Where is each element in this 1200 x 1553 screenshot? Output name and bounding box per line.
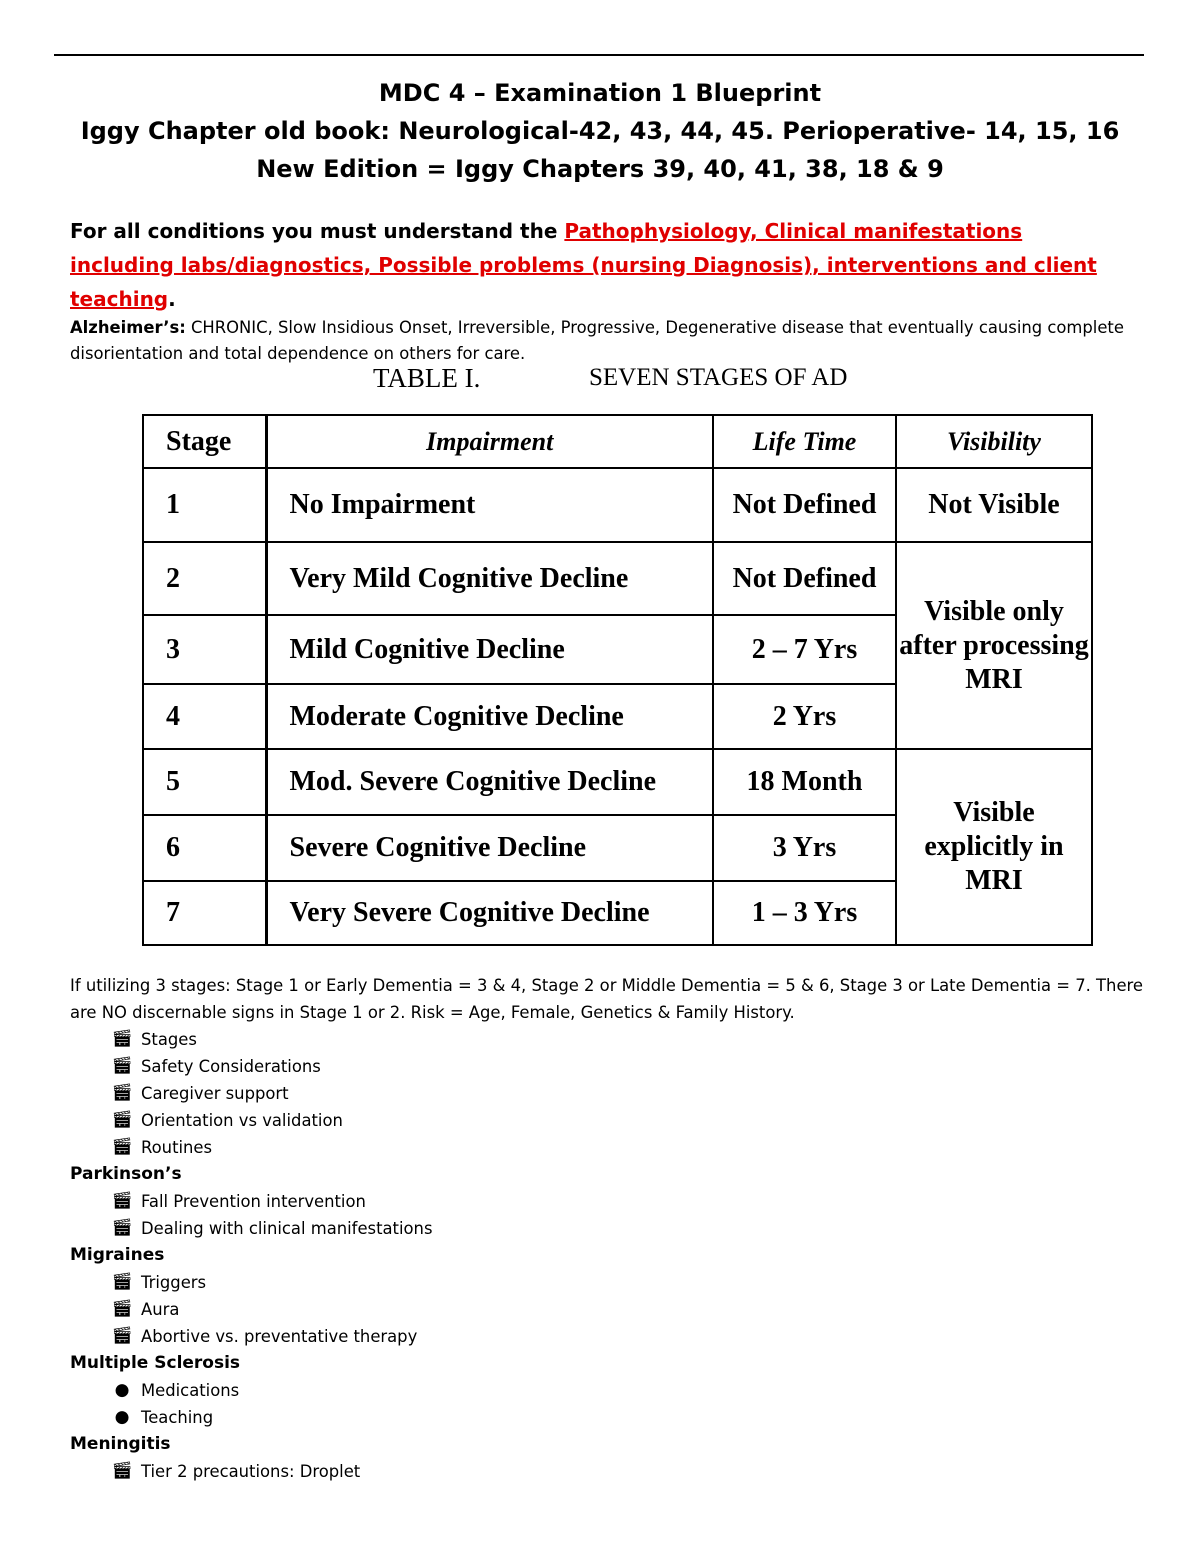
bullet-icon: ● bbox=[114, 1380, 130, 1400]
visibility-cell: Visible explicitly in MRI bbox=[896, 749, 1092, 945]
header-visibility: Visibility bbox=[896, 415, 1092, 468]
clapperboard-icon: 🎬︎ bbox=[111, 1326, 133, 1346]
life-time-cell: Not Defined bbox=[713, 468, 896, 542]
intro-suffix: . bbox=[168, 287, 176, 311]
list-item: 🎬︎ Routines bbox=[70, 1134, 1160, 1161]
header bbox=[0, 74, 1200, 188]
impairment-cell: Moderate Cognitive Decline bbox=[266, 684, 713, 749]
clapperboard-icon: 🎬︎ bbox=[111, 1272, 133, 1292]
parkinsons-topics bbox=[70, 1188, 1160, 1242]
list-item: 🎬︎ Stages bbox=[70, 1026, 1160, 1053]
clapperboard-icon: 🎬︎ bbox=[111, 1056, 133, 1076]
stage-cell: 6 bbox=[143, 815, 266, 881]
life-time-cell: 2 – 7 Yrs bbox=[713, 615, 896, 684]
list-item: 🎬︎ Fall Prevention intervention bbox=[70, 1188, 1160, 1215]
clapperboard-icon: 🎬︎ bbox=[111, 1110, 133, 1130]
clapperboard-icon: 🎬︎ bbox=[111, 1461, 133, 1481]
header-stage: Stage bbox=[143, 415, 266, 468]
list-item: 🎬︎ Safety Considerations bbox=[70, 1053, 1160, 1080]
alzheimers-topics bbox=[70, 1026, 1160, 1161]
stage-cell: 4 bbox=[143, 684, 266, 749]
intro-highlight-3: teaching bbox=[70, 287, 169, 311]
impairment-cell: Very Severe Cognitive Decline bbox=[266, 881, 713, 945]
ms-topics bbox=[70, 1377, 1160, 1431]
clapperboard-icon: 🎬︎ bbox=[111, 1218, 133, 1238]
parkinsons-heading: Parkinson’s bbox=[70, 1164, 182, 1184]
header-life-time: Life Time bbox=[713, 415, 896, 468]
list-item: 🎬︎ Caregiver support bbox=[70, 1080, 1160, 1107]
edition-line: New Edition = Iggy Chapters 39, 40, 41, 38, 18 & 9 bbox=[256, 155, 944, 183]
table-caption-left: TABLE I. bbox=[373, 363, 481, 393]
life-time-cell: 18 Month bbox=[713, 749, 896, 815]
stage-cell: 2 bbox=[143, 542, 266, 615]
list-item: 🎬︎ Abortive vs. preventative therapy bbox=[70, 1323, 1160, 1350]
page-subtitle: Iggy Chapter old book: Neurological-42, 43, 44, 45. Perioperative- 14, 15, 16 bbox=[80, 117, 1120, 145]
visibility-cell: Visible only after processing MRI bbox=[896, 542, 1092, 749]
impairment-cell: Severe Cognitive Decline bbox=[266, 815, 713, 881]
table-caption-right: SEVEN STAGES OF AD bbox=[589, 364, 848, 391]
life-time-cell: 2 Yrs bbox=[713, 684, 896, 749]
life-time-cell: Not Defined bbox=[713, 542, 896, 615]
impairment-cell: No Impairment bbox=[266, 468, 713, 542]
meningitis-heading: Meningitis bbox=[70, 1434, 171, 1454]
life-time-cell: 3 Yrs bbox=[713, 815, 896, 881]
visibility-cell: Not Visible bbox=[896, 468, 1092, 542]
list-item: ● Teaching bbox=[70, 1404, 1160, 1431]
list-item: ● Medications bbox=[70, 1377, 1160, 1404]
list-item: 🎬︎ Orientation vs validation bbox=[70, 1107, 1160, 1134]
impairment-cell: Mild Cognitive Decline bbox=[266, 615, 713, 684]
migraines-heading: Migraines bbox=[70, 1245, 165, 1265]
stage-cell: 5 bbox=[143, 749, 266, 815]
stage-cell: 1 bbox=[143, 468, 266, 542]
clapperboard-icon: 🎬︎ bbox=[111, 1191, 133, 1211]
list-item: 🎬︎ Triggers bbox=[70, 1269, 1160, 1296]
stage-cell: 7 bbox=[143, 881, 266, 945]
intro-highlight-2: including labs/diagnostics, Possible problems (nursing Diagnosis), interventions and client bbox=[70, 253, 1097, 277]
clapperboard-icon: 🎬︎ bbox=[111, 1029, 133, 1049]
bullet-icon: ● bbox=[114, 1407, 130, 1427]
impairment-cell: Very Mild Cognitive Decline bbox=[266, 542, 713, 615]
intro-highlight-1: Pathophysiology, Clinical manifestations bbox=[564, 219, 1023, 243]
table-row bbox=[143, 749, 1092, 815]
stage-cell: 3 bbox=[143, 615, 266, 684]
table-row bbox=[143, 542, 1092, 615]
meningitis-topics bbox=[70, 1458, 1160, 1485]
clapperboard-icon: 🎬︎ bbox=[111, 1137, 133, 1157]
page-title: MDC 4 – Examination 1 Blueprint bbox=[378, 79, 822, 107]
intro-prefix: For all conditions you must understand the bbox=[70, 219, 565, 243]
list-item: 🎬︎ Aura bbox=[70, 1296, 1160, 1323]
header-impairment: Impairment bbox=[266, 415, 713, 468]
impairment-cell: Mod. Severe Cognitive Decline bbox=[266, 749, 713, 815]
notes-section bbox=[70, 972, 1160, 1485]
table-header-row bbox=[143, 415, 1092, 468]
table-row bbox=[143, 468, 1092, 542]
stages-note: If utilizing 3 stages: Stage 1 or Early Dementia = 3 & 4, Stage 2 or Middle Dementia = 5 & 6, Stage 3 or Late Dementia = 7. There are NO discernable signs in Stage 1 or 2. Risk = Age, Female, Genetics & Family History. bbox=[70, 976, 1143, 1022]
clapperboard-icon: 🎬︎ bbox=[111, 1083, 133, 1103]
alzheimers-description: CHRONIC, Slow Insidious Onset, Irreversible, Progressive, Degenerative disease that eventually causing complete disorientation and total dependence on others for care. bbox=[70, 318, 1124, 363]
list-item: 🎬︎ Dealing with clinical manifestations bbox=[70, 1215, 1160, 1242]
migraines-topics bbox=[70, 1269, 1160, 1350]
ms-heading: Multiple Sclerosis bbox=[70, 1353, 241, 1373]
stages-table bbox=[142, 414, 1093, 946]
alzheimers-label: Alzheimer’s: bbox=[70, 318, 186, 337]
intro-paragraph bbox=[70, 214, 1130, 316]
life-time-cell: 1 – 3 Yrs bbox=[713, 881, 896, 945]
clapperboard-icon: 🎬︎ bbox=[111, 1299, 133, 1319]
list-item: 🎬︎ Tier 2 precautions: Droplet bbox=[70, 1458, 1160, 1485]
top-rule bbox=[54, 54, 1144, 56]
